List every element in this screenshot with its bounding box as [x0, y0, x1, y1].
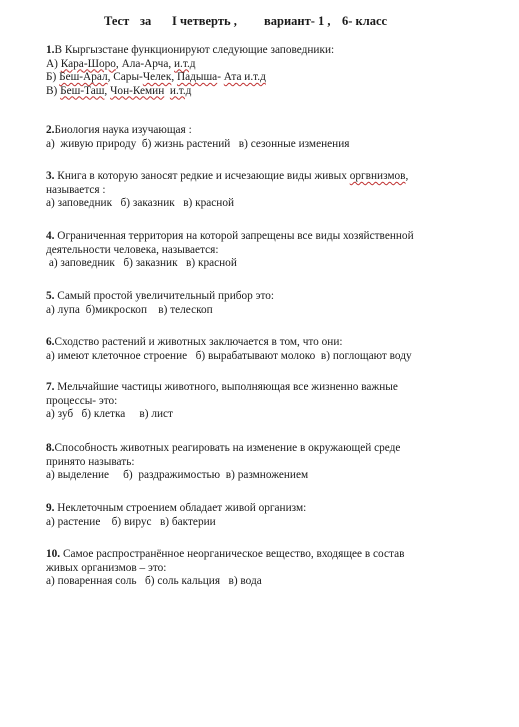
- question-4-text: 4. Ограниченная территория на которой запрещены все виды хозяйственной: [46, 230, 414, 242]
- question-9: [46, 502, 508, 529]
- question-1-option-c: В) Беш-Таш, Чон-Кемин и.т.д: [46, 84, 192, 97]
- question-8-text: 8.Способность животных реагировать на изменение в окружающей среде: [46, 442, 401, 454]
- question-5-text: 5. Самый простой увеличительный прибор это:: [46, 290, 275, 302]
- question-1-option-b: Б) Беш-Арал, Сары-Челек, Падыша- Ата и.т.д: [46, 71, 266, 83]
- question-6: [46, 336, 508, 363]
- question-10-text-2: живых организмов – это:: [46, 561, 167, 574]
- question-2-text: 2.Биология наука изучающая :: [46, 124, 192, 136]
- question-1-option-a: А) Кара-Шоро, Ала-Арча, и.т.д: [46, 57, 196, 70]
- question-2: [46, 124, 508, 151]
- question-1: [46, 44, 508, 98]
- question-8: [46, 442, 508, 483]
- question-4-answers: а) заповедник б) заказник в) красной: [46, 257, 237, 269]
- title-part-variant: вариант- 1 ,: [264, 14, 331, 28]
- title-part-for: за: [140, 14, 152, 28]
- question-10-answers: а) поваренная соль б) соль кальция в) вода: [46, 575, 262, 587]
- question-6-answers: а) имеют клеточное строение б) вырабатывают молоко в) поглощают воду: [46, 349, 412, 362]
- question-3-text: 3. Книга в которую заносят редкие и исчезающие виды живых оргвнизмов,: [46, 170, 409, 182]
- question-10: [46, 548, 508, 589]
- title-part-grade: 6- класс: [342, 14, 388, 28]
- question-8-answers: а) выделение б) раздражимостью в) размножением: [46, 469, 309, 481]
- question-3-answers: а) заповедник б) заказник в) красной: [46, 197, 235, 209]
- question-5-answers: а) лупа б)микроскоп в) телескоп: [46, 303, 213, 316]
- question-4: [46, 230, 508, 271]
- question-4-text-2: деятельности человека, называется:: [46, 243, 219, 256]
- question-7: [46, 381, 508, 422]
- question-9-text: 9. Неклеточным строением обладает живой организм:: [46, 502, 307, 514]
- question-6-text: 6.Сходство растений и животных заключается в том, что они:: [46, 336, 343, 348]
- question-3: [46, 170, 508, 211]
- title-part-quarter: I четверть ,: [172, 14, 237, 28]
- question-5: [46, 290, 508, 317]
- question-1-text: 1.В Кыргызстане функционируют следующие заповедники:: [46, 44, 335, 56]
- question-7-text-2: процессы- это:: [46, 394, 118, 407]
- question-9-answers: а) растение б) вирус в) бактерии: [46, 515, 216, 528]
- question-3-text-2: называется :: [46, 183, 106, 196]
- question-7-text: 7. Мельчайшие частицы животного, выполняющая все жизненно важные: [46, 381, 398, 393]
- question-7-answers: а) зуб б) клетка в) лист: [46, 408, 173, 420]
- question-2-answers: а) живую природу б) жизнь растений в) сезонные изменения: [46, 137, 350, 150]
- title-part-test: Тест: [104, 14, 130, 28]
- question-10-text: 10. Самое распространённое неорганическое вещество, входящее в состав: [46, 548, 405, 560]
- question-8-text-2: принято называть:: [46, 455, 135, 468]
